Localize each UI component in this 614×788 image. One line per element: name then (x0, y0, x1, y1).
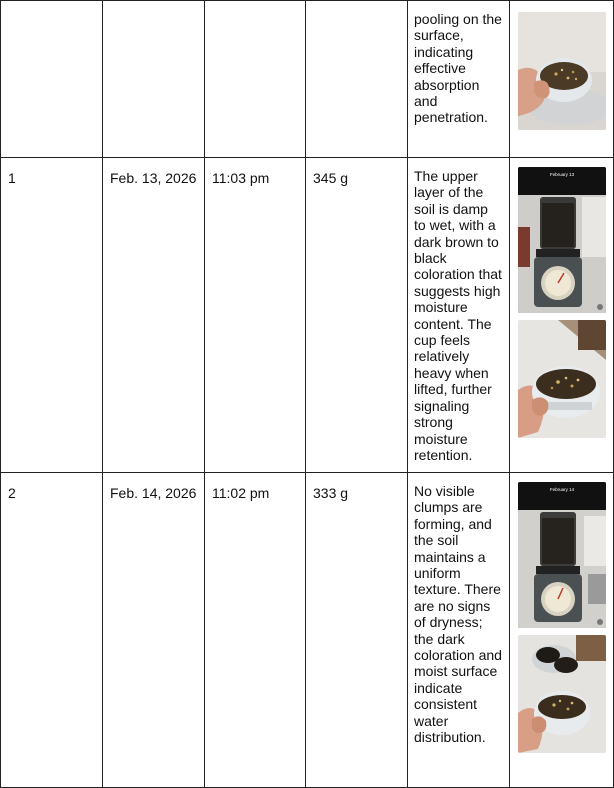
hand-holding-soil-cup-photo (518, 320, 606, 438)
hand-holding-soil-cup-photo (518, 635, 606, 753)
weight-cell (306, 1, 408, 158)
date-cell (103, 1, 205, 158)
day-cell: 2 (1, 473, 103, 788)
photos-cell (510, 473, 614, 788)
observation-cell: No visible clumps are forming, and the soil maintains a uniform texture. There are no signs of dryness; the dark coloration and moist surface indicate consistent water distribution. (408, 473, 510, 788)
photo-caption: February 13 (549, 172, 575, 177)
table-row (1, 158, 614, 473)
time-cell: 11:03 pm (205, 158, 306, 473)
table-row (1, 1, 614, 158)
photos-cell (510, 1, 614, 158)
date-cell: Feb. 13, 2026 (103, 158, 205, 473)
time-cell: 11:02 pm (205, 473, 306, 788)
day-cell: 1 (1, 158, 103, 473)
weight-cell: 333 g (306, 473, 408, 788)
day-cell (1, 1, 103, 158)
time-cell (205, 1, 306, 158)
soil-cup-on-scale-photo (518, 482, 606, 628)
soil-cup-on-scale-photo (518, 167, 606, 313)
photos-cell (510, 158, 614, 473)
observation-cell: pooling on the surface, indicating effective absorption and penetration. (408, 1, 510, 158)
weight-cell: 345 g (306, 158, 408, 473)
date-cell: Feb. 14, 2026 (103, 473, 205, 788)
hand-holding-soil-cup-photo (518, 12, 606, 130)
table-row (1, 473, 614, 788)
observation-cell: The upper layer of the soil is damp to wet, with a dark brown to black coloration that suggests high moisture content. The cup feels relatively heavy when lifted, further signaling strong moisture retention. (408, 158, 510, 473)
photo-caption: February 14 (549, 487, 575, 492)
